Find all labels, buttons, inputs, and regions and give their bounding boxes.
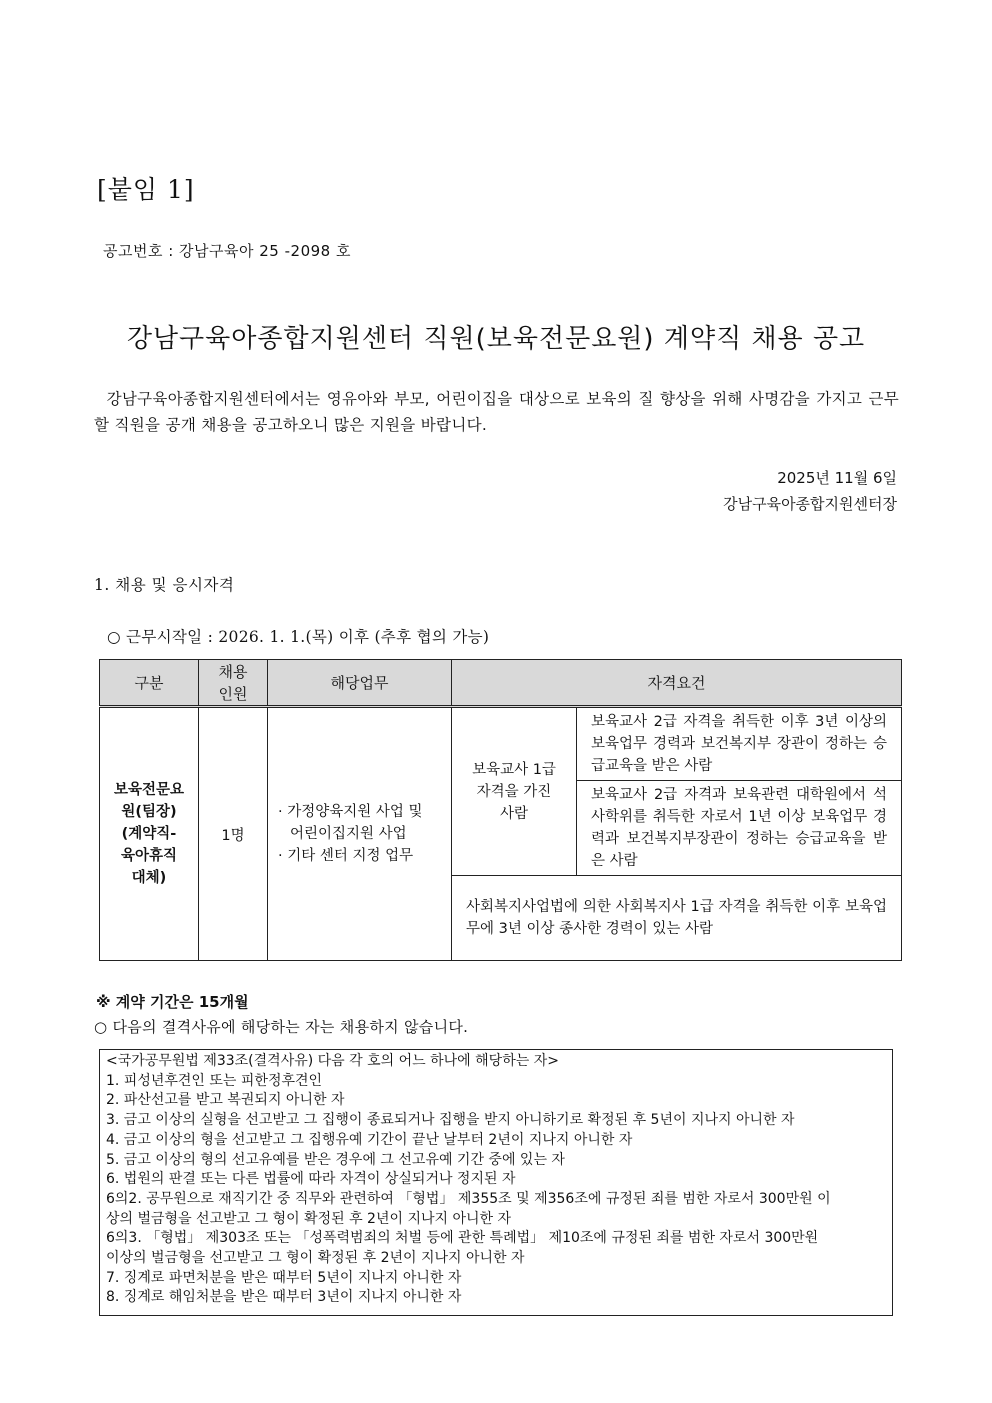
cell-qual-item-2: 보육교사 2급 자격과 보육관련 대학원에서 석사학위를 취득한 자로서 1년 이상 보육업무 경력과 보건복지부장관이 정하는 승급교육을 받은 사람: [577, 780, 902, 876]
disqualification-line: 5. 금고 이상의 형의 선고유예를 받은 경우에 그 선고유예 기간 중에 있는 자: [106, 1151, 565, 1168]
header-headcount-line: 채용: [218, 662, 248, 681]
category-line: 육아휴직: [120, 848, 178, 865]
disqualification-line: 상의 벌금형을 선고받고 그 형이 확정된 후 2년이 지나지 아니한 자: [106, 1210, 512, 1227]
cell-category: [100, 707, 199, 961]
header-headcount: [199, 660, 268, 707]
duty-line: · 가정양육지원 사업 및: [278, 804, 423, 821]
page-title: 강남구육아종합지원센터 직원(보육전문요원) 계약직 채용 공고: [126, 324, 866, 354]
category-line: 대체): [131, 870, 167, 887]
contract-period: ※ 계약 기간은 15개월: [96, 993, 249, 1011]
cell-headcount: 1명: [199, 707, 268, 961]
disqualification-line: 6의2. 공무원으로 재직기간 중 직무와 관련하여 「형법」 제355조 및 제356조에 규정된 죄를 범한 자로서 300만원 이: [106, 1190, 831, 1207]
attachment-label: [붙임 1]: [97, 175, 195, 204]
header-duties: 해당업무: [268, 660, 452, 707]
duty-line: 어린이집지원 사업: [290, 826, 407, 843]
recruitment-table: [99, 659, 902, 961]
disqualification-line: <국가공무원법 제33조(결격사유) 다음 각 호의 어느 하나에 해당하는 자>: [106, 1053, 559, 1069]
disqualification-box: [99, 1049, 893, 1316]
table-header-row: [100, 660, 902, 707]
disqualification-line: 이상의 벌금형을 선고받고 그 형이 확정된 후 2년이 지나지 아니한 자: [106, 1250, 525, 1267]
cell-qual-social: 사회복지사업법에 의한 사회복지사 1급 자격을 취득한 이후 보육업무에 3년 이상 종사한 경력이 있는 사람: [452, 876, 902, 961]
cell-qual-item-1: 보육교사 2급 자격을 취득한 이후 3년 이상의 보육업무 경력과 보건복지부 장관이 정하는 승급교육을 받은 사람: [577, 707, 902, 780]
disqualification-line: 4. 금고 이상의 형을 선고받고 그 집행유예 기간이 끝난 날부터 2년이 지나지 아니한 자: [106, 1131, 633, 1148]
disqualification-line: 7. 징계로 파면처분을 받은 때부터 5년이 지나지 아니한 자: [106, 1269, 462, 1286]
disqualification-line: 2. 파산선고를 받고 복권되지 아니한 자: [106, 1092, 345, 1109]
disqualification-line: 6의3. 「형법」 제303조 또는 「성폭력범죄의 처벌 등에 관한 특례법」 제10조에 규정된 죄를 범한 자로서 300만원: [106, 1230, 819, 1247]
category-line: (계약직-: [121, 826, 177, 843]
notice-date: 2025년 11월 6일: [777, 469, 897, 487]
duty-line: · 기타 센터 지정 업무: [278, 848, 414, 865]
category-line: 보육전문요: [113, 782, 185, 799]
section-heading-recruitment: 1. 채용 및 응시자격: [94, 576, 235, 594]
qual-group-line: 보육교사 1급: [472, 761, 556, 778]
disqualification-line: 3. 금고 이상의 실형을 선고받고 그 집행이 종료되거나 집행을 받지 아니하기로 확정된 후 5년이 지나지 아니한 자: [106, 1112, 795, 1129]
signer: 강남구육아종합지원센터장: [723, 495, 897, 513]
disqualification-intro: ○ 다음의 결격사유에 해당하는 자는 채용하지 않습니다.: [94, 1018, 469, 1036]
category-line: 원(팀장): [121, 804, 177, 821]
cell-qual-group-label: [452, 707, 577, 876]
notice-number: 공고번호 : 강남구육아 25 -2098 호: [103, 242, 351, 260]
qual-group-line: 자격을 가진: [476, 783, 552, 800]
header-category: 구분: [100, 660, 199, 707]
disqualification-line: 1. 피성년후견인 또는 피한정후견인: [106, 1072, 323, 1089]
work-start-date: ○ 근무시작일 : 2026. 1. 1.(목) 이후 (추후 협의 가능): [107, 628, 490, 646]
cell-duties: [268, 707, 452, 961]
qual-group-line: 사람: [499, 805, 528, 822]
disqualification-line: 6. 법원의 판결 또는 다른 법률에 따라 자격이 상실되거나 정지된 자: [106, 1171, 516, 1188]
intro-paragraph: [94, 386, 899, 438]
intro-text: 강남구육아종합지원센터에서는 영유아와 부모, 어린이집을 대상으로 보육의 질 향상을 위해 사명감을 가지고 근무할 직원을 공개 채용을 공고하오니 많은 지원을 바랍니다.: [94, 390, 899, 434]
table-row: [100, 707, 902, 780]
disqualification-line: 8. 징계로 해임처분을 받은 때부터 3년이 지나지 아니한 자: [106, 1289, 462, 1306]
header-qualifications: 자격요건: [452, 660, 902, 707]
header-headcount-line: 인원: [218, 684, 248, 703]
